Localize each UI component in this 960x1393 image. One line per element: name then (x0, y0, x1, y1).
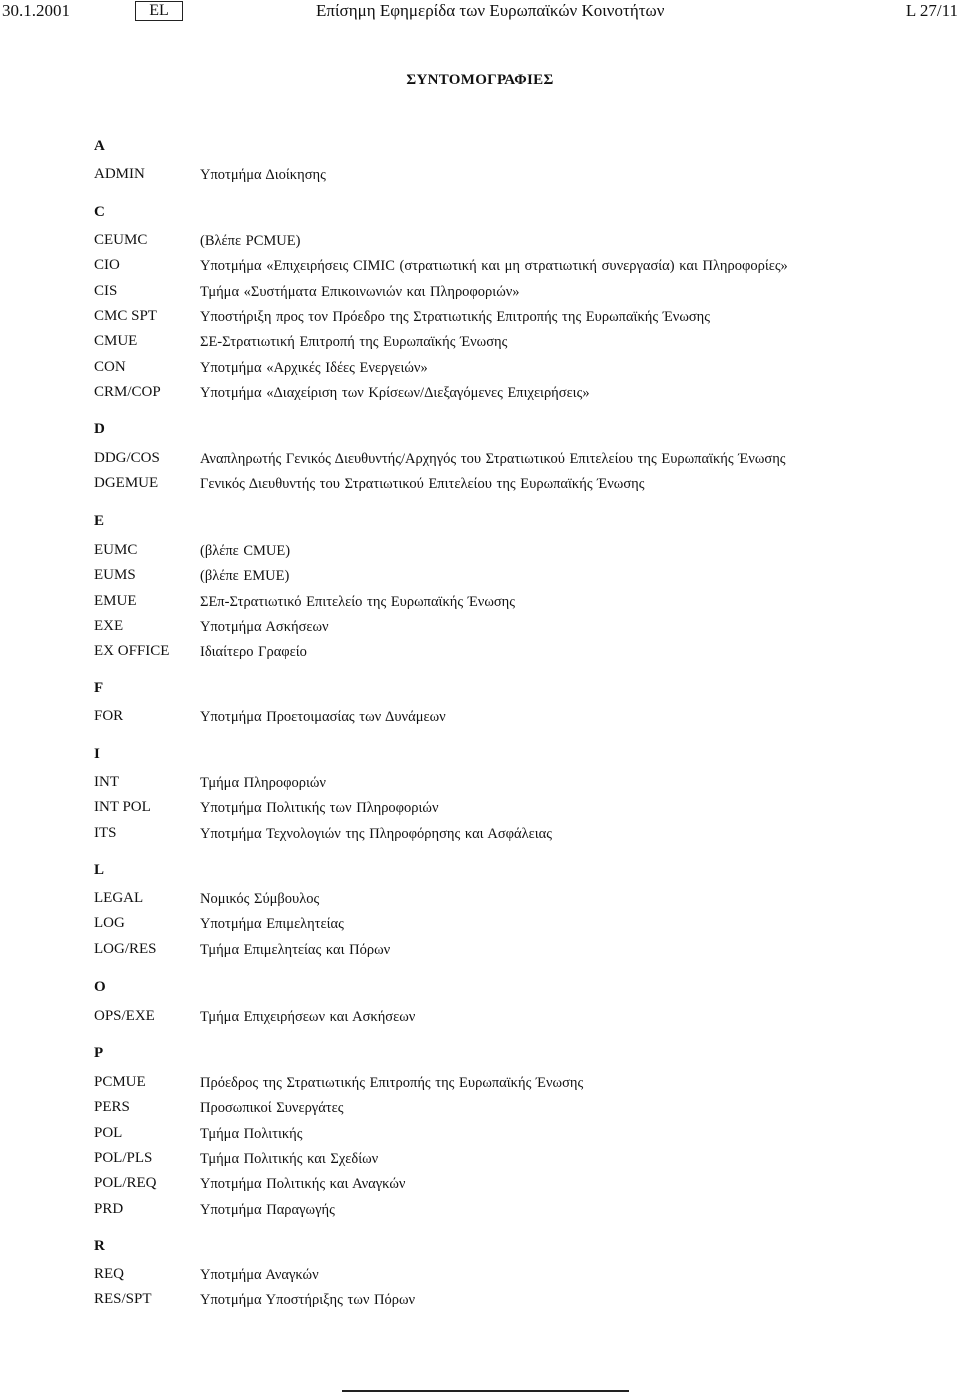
abbreviation-term: POL/PLS (94, 1149, 153, 1166)
section-letter: D (94, 421, 105, 437)
abbreviation-term: EXE (94, 617, 124, 634)
abbreviation-term: OPS/EXE (94, 1008, 155, 1024)
abbreviation-definition: Τμήμα «Συστήματα Επικοινωνιών και Πληροφοριών» (200, 283, 520, 300)
abbreviation-term: CMUE (94, 333, 138, 350)
abbreviation-term: ITS (94, 824, 117, 841)
abbreviation-term: CRM/COP (94, 383, 161, 400)
abbreviation-term: CIO (94, 257, 120, 274)
abbreviation-definition: Ιδιαίτερο Γραφείο (200, 644, 307, 661)
abbreviation-definition: Υποτμήμα «Αρχικές Ιδέες Ενεργειών» (200, 359, 428, 376)
header-date: 30.1.2001 (2, 1, 70, 20)
section-letter: F (94, 680, 104, 696)
abbreviation-definition: Τμήμα Πολιτικής και Σχεδίων (200, 1150, 379, 1167)
document-title: ΣΥΝΤΟΜΟΓΡΑΦΙΕΣ (406, 72, 554, 88)
abbreviation-definition: Υποτμήμα Αναγκών (200, 1267, 319, 1283)
section-letter: E (94, 513, 105, 529)
abbreviation-definition: Τμήμα Πολιτικής (200, 1125, 303, 1142)
section-letter: A (94, 138, 105, 154)
abbreviation-definition: Υποτμήμα Πολιτικής και Αναγκών (200, 1176, 406, 1193)
section-letter: P (94, 1045, 104, 1061)
abbreviation-definition: Υποτμήμα Επιμελητείας (200, 916, 344, 933)
abbreviation-definition: ΣΕ-Στρατιωτική Επιτροπή της Ευρωπαϊκής Ένωσης (200, 334, 508, 351)
journal-title: Επίσημη Εφημερίδα των Ευρωπαϊκών Κοινοτήτων (316, 1, 665, 20)
language-box: EL (135, 1, 183, 21)
abbreviation-term: POL/REQ (94, 1175, 157, 1192)
abbreviation-definition: Τμήμα Πληροφοριών (200, 775, 326, 791)
abbreviation-definition: Υποτμήμα Πολιτικής των Πληροφοριών (200, 800, 439, 817)
abbreviation-term: RES/SPT (94, 1291, 152, 1308)
abbreviation-term: EUMS (94, 567, 136, 584)
section-letter: L (94, 862, 105, 878)
abbreviation-definition: Υποτμήμα Προετοιμασίας των Δυνάμεων (200, 709, 446, 725)
abbreviation-definition: Υποστήριξη προς τον Πρόεδρο της Στρατιωτικής Επιτροπής της Ευρωπαϊκής Ένωσης (200, 308, 711, 325)
section-letter: I (94, 746, 100, 762)
abbreviation-term: EX OFFICE (94, 643, 170, 660)
abbreviation-term: ADMIN (94, 166, 145, 182)
abbreviation-definition: Υποτμήμα Ασκήσεων (200, 618, 329, 635)
abbreviation-definition: Υποτμήμα Διοίκησης (200, 167, 326, 183)
abbreviation-definition: Πρόεδρος της Στρατιωτικής Επιτροπής της Ευρωπαϊκής Ένωσης (200, 1075, 584, 1091)
abbreviation-definition: (βλέπε CMUE) (200, 543, 291, 559)
abbreviation-term: CMC SPT (94, 307, 157, 324)
section-letter: R (94, 1238, 105, 1254)
abbreviation-term: EUMC (94, 542, 138, 558)
abbreviation-term: CON (94, 358, 126, 375)
abbreviation-term: PERS (94, 1099, 130, 1116)
abbreviation-term: INT (94, 774, 119, 790)
abbreviation-term: CIS (94, 282, 118, 299)
abbreviation-definition: Γενικός Διευθυντής του Στρατιωτικού Επιτελείου της Ευρωπαϊκής Ένωσης (200, 476, 645, 493)
abbreviation-term: DDG/COS (94, 450, 160, 466)
abbreviation-definition: ΣΕπ-Στρατιωτικό Επιτελείο της Ευρωπαϊκής Ένωσης (200, 593, 516, 610)
abbreviation-term: LOG/RES (94, 940, 157, 957)
section-letter: C (94, 204, 105, 220)
abbreviation-definition: Υποτμήμα Τεχνολογιών της Πληροφόρησης και Ασφάλειας (200, 825, 553, 842)
abbreviation-definition: Τμήμα Επιχειρήσεων και Ασκήσεων (200, 1009, 416, 1025)
abbreviation-definition: Νομικός Σύμβουλος (200, 891, 320, 907)
page-reference: L 27/11 (905, 1, 958, 20)
abbreviation-term: EMUE (94, 592, 137, 609)
section-letter: O (94, 979, 106, 995)
abbreviation-definition: (βλέπε EMUE) (200, 568, 290, 585)
abbreviation-definition: Τμήμα Επιμελητείας και Πόρων (200, 941, 391, 958)
abbreviation-term: PRD (94, 1200, 124, 1217)
abbreviation-term: LOG (94, 915, 125, 932)
abbreviation-definition: Προσωπικοί Συνεργάτες (200, 1100, 344, 1117)
abbreviation-term: FOR (94, 708, 124, 724)
abbreviation-term: DGEMUE (94, 475, 159, 492)
abbreviation-definition: Υποτμήμα Υποστήριξης των Πόρων (200, 1292, 416, 1309)
abbreviation-term: PCMUE (94, 1074, 146, 1090)
footer-rule (342, 1390, 629, 1392)
abbreviation-term: REQ (94, 1266, 124, 1282)
abbreviation-term: INT POL (94, 799, 151, 816)
abbreviation-term: LEGAL (94, 890, 144, 906)
abbreviation-definition: Υποτμήμα «Διαχείριση των Κρίσεων/Διεξαγόμενες Επιχειρήσεις» (200, 384, 590, 401)
abbreviation-definition: Αναπληρωτής Γενικός Διευθυντής/Αρχηγός του Στρατιωτικού Επιτελείου της Ευρωπαϊκής Ένωσης (200, 451, 786, 467)
abbreviation-definition: Υποτμήμα «Επιχειρήσεις CIMIC (στρατιωτική και μη στρατιωτική συνεργασία) και Πληροφορίες» (200, 258, 788, 275)
abbreviation-term: CEUMC (94, 232, 148, 248)
abbreviation-definition: Υποτμήμα Παραγωγής (200, 1201, 335, 1218)
abbreviation-term: POL (94, 1124, 123, 1141)
abbreviation-definition: (Βλέπε PCMUE) (200, 233, 301, 249)
